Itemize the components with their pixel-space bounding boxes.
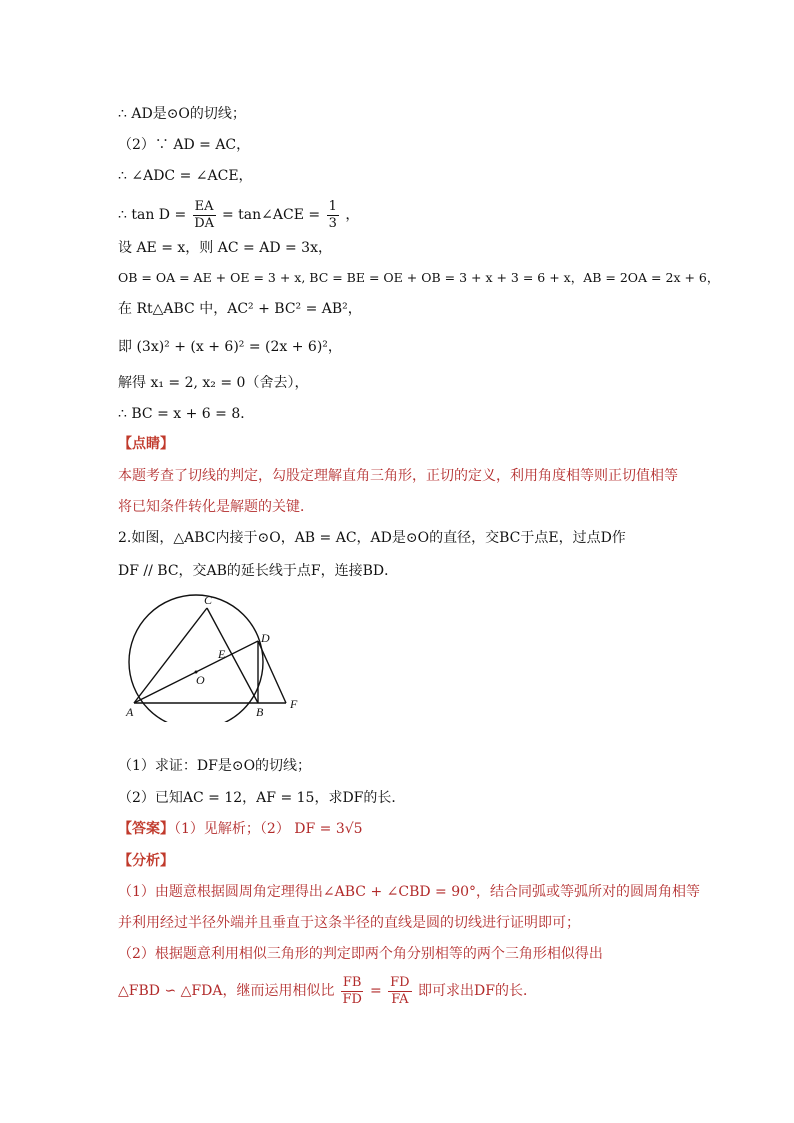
similar-prefix: △FBD ∽ △FDA，继而运用相似比 bbox=[118, 983, 335, 999]
fraction-fb-fd bbox=[341, 975, 364, 1008]
fraction-numerator: FB bbox=[342, 974, 362, 990]
fraction-fd-fa bbox=[388, 975, 411, 1008]
label-c: C bbox=[204, 593, 213, 607]
label-b: B bbox=[256, 705, 264, 719]
similar-eq: = bbox=[369, 983, 382, 999]
solution-line-8: 即 (3x)² + (x + 6)² = (2x + 6)²， bbox=[118, 339, 342, 355]
label-e: E bbox=[218, 647, 226, 661]
label-d: D bbox=[261, 631, 270, 645]
answer-text: （1）见解析；（2） DF = 3√5 bbox=[174, 821, 363, 837]
tan-prefix: ∴ tan D = bbox=[118, 207, 187, 223]
analysis-p2b bbox=[118, 973, 537, 1009]
answer-line bbox=[118, 819, 363, 839]
solution-line-9: 解得 x₁ = 2, x₂ = 0（舍去）， bbox=[118, 375, 309, 391]
solution-line-tan bbox=[118, 197, 359, 233]
analysis-p1a: （1）由题意根据圆周角定理得出∠ABC + ∠CBD = 90°，结合同弧或等弧所对的圆周角相等 bbox=[118, 884, 701, 900]
answer-tag: 【答案】 bbox=[118, 821, 174, 837]
solution-line-1: ∴ AD是⊙O的切线； bbox=[118, 106, 246, 122]
fraction-ea-da bbox=[193, 199, 216, 232]
similar-suffix: 即可求出DF的长． bbox=[418, 983, 537, 999]
solution-line-3: ∴ ∠ADC = ∠ACE， bbox=[118, 168, 253, 184]
fraction-denominator: DA bbox=[194, 215, 214, 231]
question-2: （2）已知AC = 12，AF = 15，求DF的长． bbox=[118, 790, 406, 806]
fraction-numerator: FD bbox=[390, 974, 410, 990]
fraction-numerator: EA bbox=[194, 198, 214, 214]
analysis-tag: 【分析】 bbox=[118, 853, 174, 869]
fraction-denominator: FA bbox=[391, 991, 409, 1007]
dianjing-text-1: 本题考查了切线的判定，勾股定理解直角三角形，正切的定义，利用角度相等则正切值相等 bbox=[118, 468, 678, 484]
label-f: F bbox=[290, 697, 298, 711]
question-1: （1）求证：DF是⊙O的切线； bbox=[118, 758, 312, 774]
fraction-numerator: 1 bbox=[328, 198, 337, 214]
label-o: O bbox=[196, 673, 205, 687]
solution-line-5: 设 AE = x，则 AC = AD = 3x， bbox=[118, 240, 332, 256]
analysis-p1b: 并利用经过半径外端并且垂直于这条半径的直线是圆的切线进行证明即可； bbox=[118, 915, 580, 931]
problem-line-1: 2.如图，△ABC内接于⊙O，AB = AC，AD是⊙O的直径，交BC于点E，过点D作 bbox=[118, 530, 626, 546]
analysis-p2a: （2）根据题意利用相似三角形的判定即两个角分别相等的两个三角形相似得出 bbox=[118, 946, 603, 962]
fraction-one-third bbox=[327, 199, 339, 232]
solution-line-2: （2）∵ AD = AC， bbox=[118, 137, 251, 153]
segment-ac bbox=[134, 608, 207, 703]
problem-line-2: DF // BC，交AB的延长线于点F，连接BD． bbox=[118, 563, 399, 579]
solution-line-7: 在 Rt△ABC 中，AC² + BC² = AB²， bbox=[118, 301, 362, 317]
geometry-figure bbox=[118, 592, 308, 722]
fraction-denominator: 3 bbox=[328, 215, 337, 231]
solution-line-10: ∴ BC = x + 6 = 8． bbox=[118, 406, 255, 422]
dianjing-tag: 【点睛】 bbox=[118, 436, 174, 452]
tan-mid: = tan∠ACE = bbox=[222, 207, 321, 223]
tan-suffix: ， bbox=[345, 207, 360, 223]
label-a: A bbox=[126, 705, 134, 719]
solution-line-6: OB = OA = AE + OE = 3 + x, BC = BE = OE + OB = 3 + x + 3 = 6 + x，AB = 2OA = 2x + 6， bbox=[118, 270, 720, 285]
dianjing-text-2: 将已知条件转化是解题的关键． bbox=[118, 499, 314, 515]
fraction-denominator: FD bbox=[342, 991, 362, 1007]
